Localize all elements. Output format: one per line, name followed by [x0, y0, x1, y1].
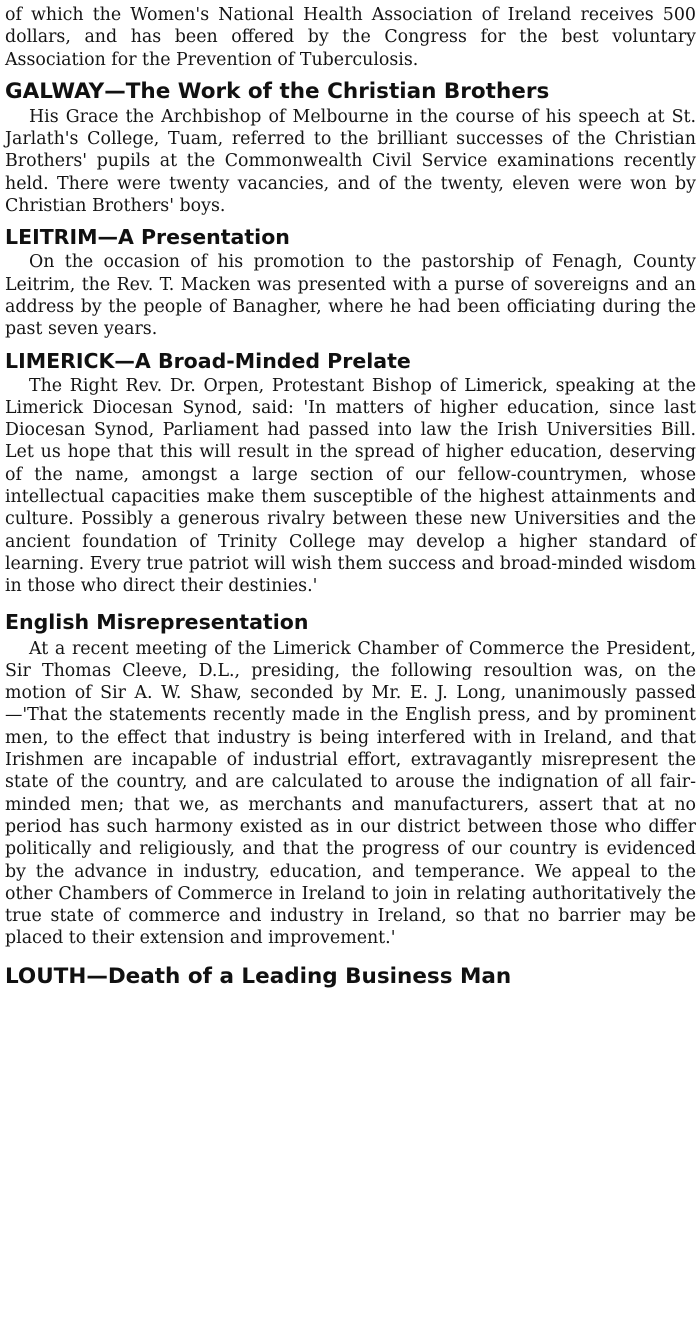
section-heading-english-misrepresentation: English Misrepresentation	[5, 609, 309, 634]
section-heading-limerick: LIMERICK—A Broad-Minded Prelate	[5, 348, 411, 373]
document-page	[5, 0, 696, 989]
section-body-leitrim: On the occasion of his promotion to the pastorship of Fenagh, County Leitrim, the Rev. T. Macken was presented with a purse of sovereigns and an address by the people of Banagher, where he had been officiating during the past seven years.	[5, 252, 696, 340]
intro-paragraph: of which the Women's National Health Association of Ireland receives 500 dollars, and has been offered by the Congress for the best voluntary Association for the Prevention of Tuberculosis.	[5, 5, 696, 70]
section-body-limerick: The Right Rev. Dr. Orpen, Protestant Bishop of Limerick, speaking at the Limerick Diocesan Synod, said: 'In matters of higher education, since last Diocesan Synod, Parliament had passed into law the Irish Universities Bill. Let us hope that this will result in the spread of higher education, deserving of the name, amongst a large section of our fellow-countrymen, whose intellectual capacities make them susceptible of the highest attainments and culture. Possibly a generous rivalry between these new Universities and the ancient foundation of Trinity College may develop a higher standard of learning. Every true patriot will wish them success and broad-minded wisdom in those who direct their destinies.'	[5, 375, 696, 597]
section-body-english-misrepresentation: At a recent meeting of the Limerick Chamber of Commerce the President, Sir Thomas Cleeve, D.L., presiding, the following resoultion was, on the motion of Sir A. W. Shaw, seconded by Mr. E. J. Long, unanimously passed—'That the statements recently made in the English press, and by prominent men, to the effect that industry is being interfered with in Ireland, and that Irishmen are incapable of industrial effort, extravagantly misrepresent the state of the country, and are calculated to arouse the indignation of all fair-minded men; that we, as merchants and manufacturers, assert that at no period has such harmony existed as in our district between those who differ politically and religiously, and that the progress of our country is evidenced by the advance in industry, education, and temperance. We appeal to the other Chambers of Commerce in Ireland to join in relating authoritatively the true state of commerce and industry in Ireland, so that no barrier may be placed to their extension and improvement.'	[5, 638, 696, 949]
section-heading-louth: LOUTH—Death of a Leading Business Man	[5, 963, 512, 989]
section-heading-leitrim: LEITRIM—A Presentation	[5, 225, 290, 250]
section-body-galway: His Grace the Archbishop of Melbourne in the course of his speech at St. Jarlath's College, Tuam, referred to the brilliant successes of the Christian Brothers' pupils at the Commonwealth Civil Service examinations recently held. There were twenty vacancies, and of the twenty, eleven were won by Christian Brothers' boys.	[5, 106, 696, 217]
section-heading-galway: GALWAY—The Work of the Christian Brothers	[5, 78, 550, 104]
